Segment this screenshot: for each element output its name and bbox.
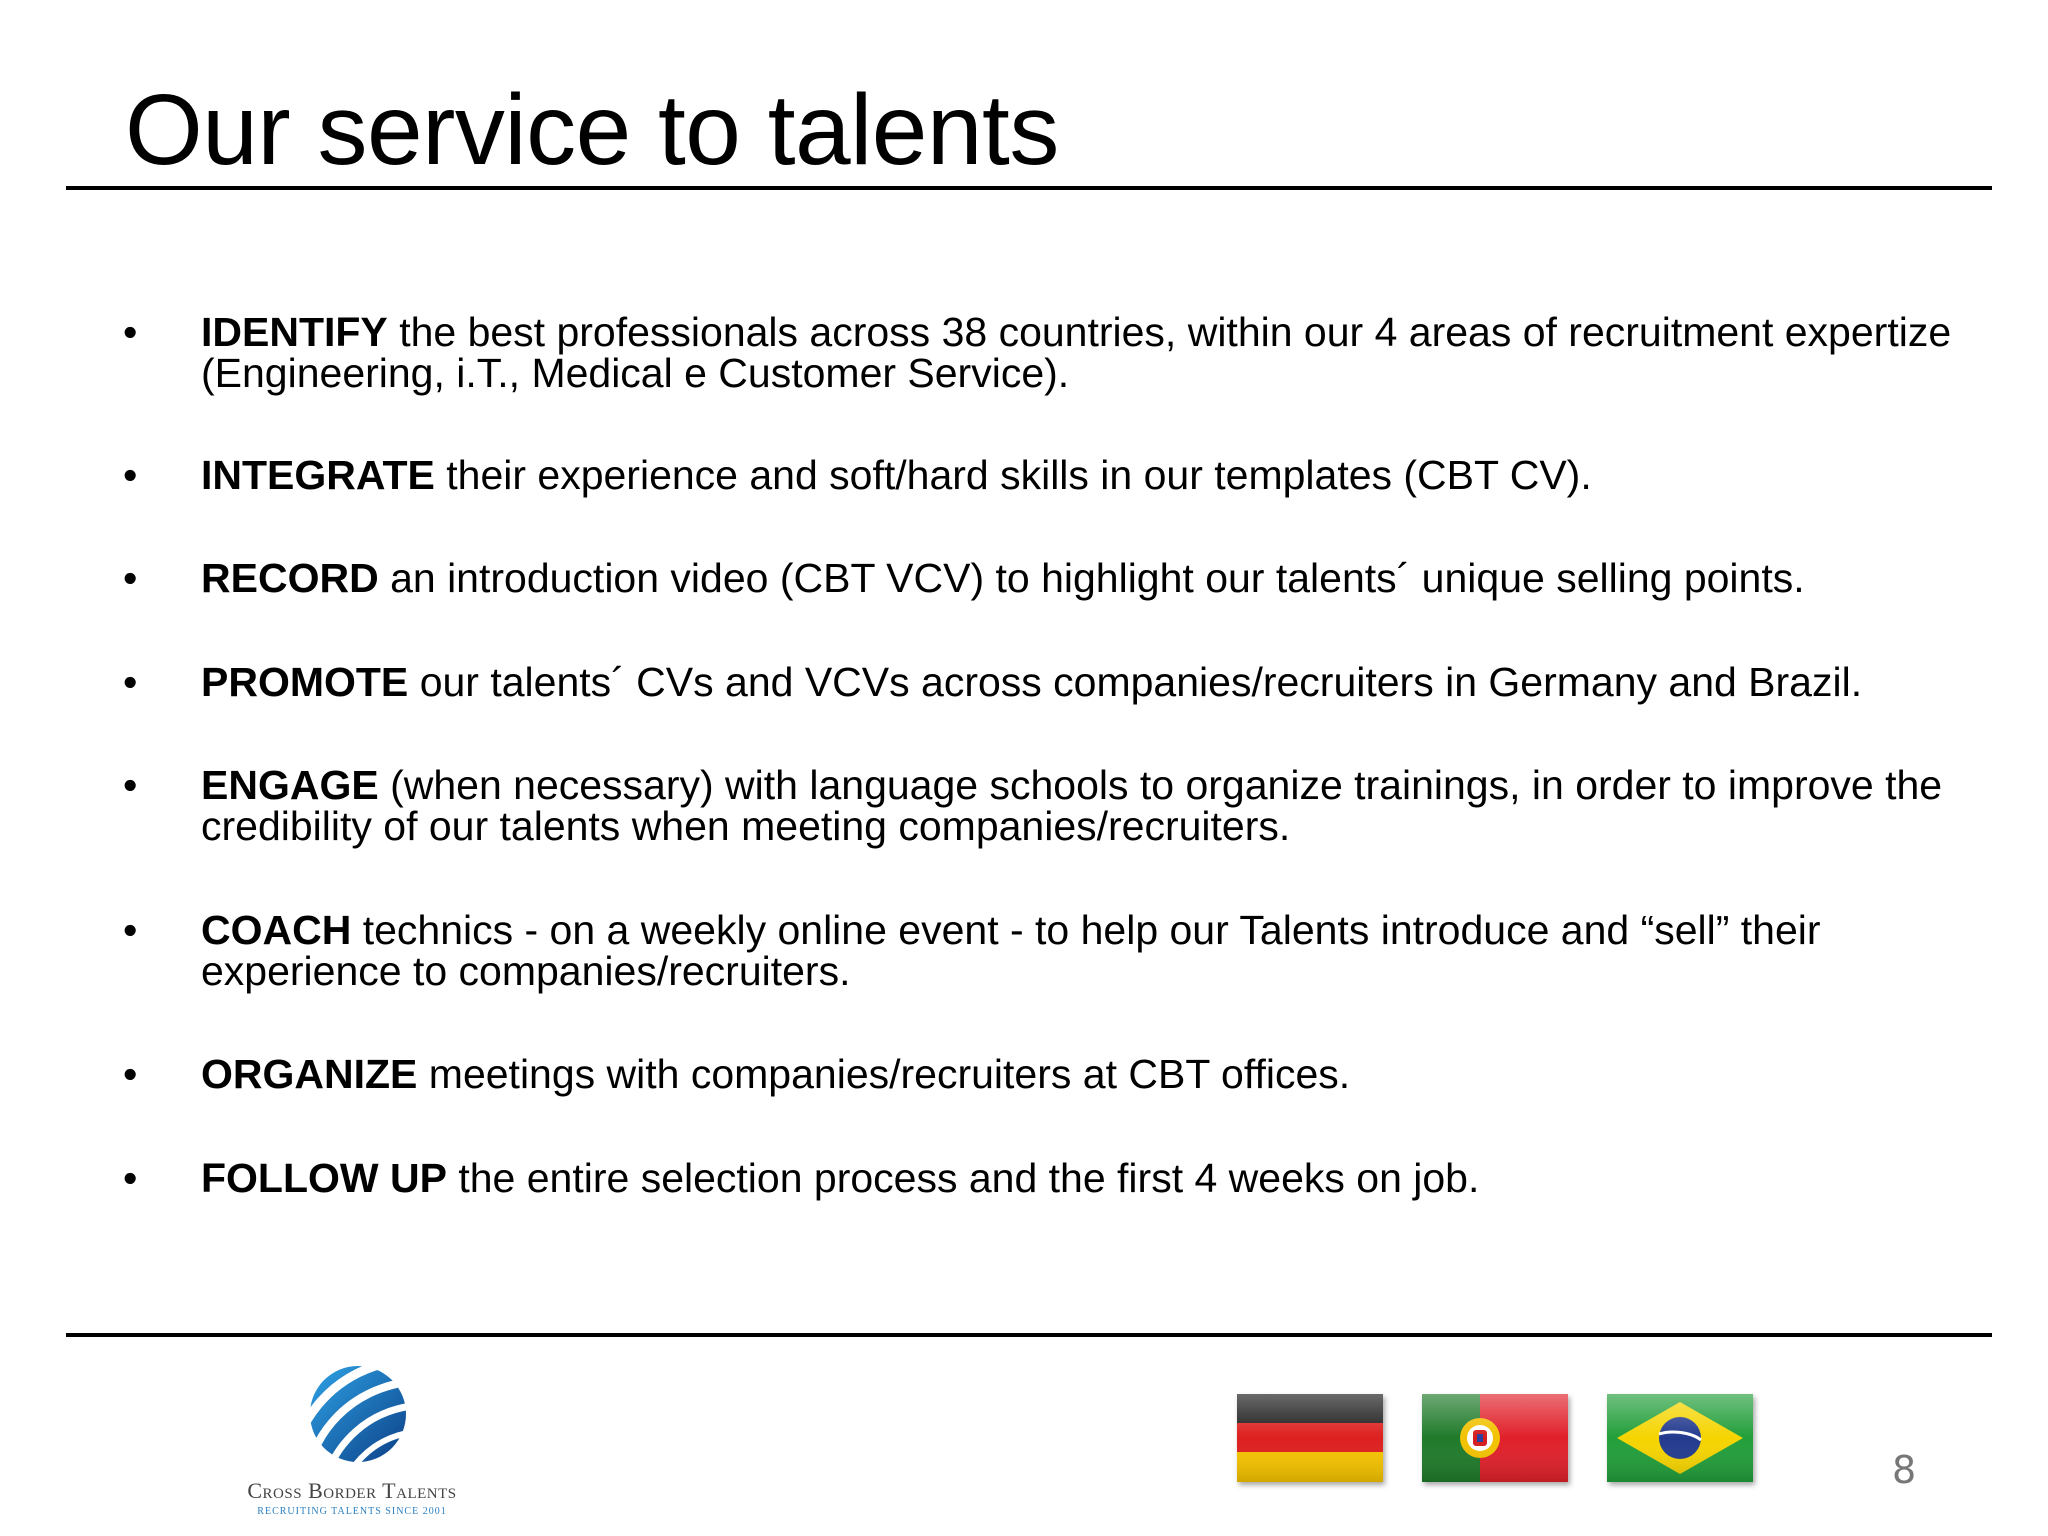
bullet-symbol: • [123,762,138,808]
bullet-symbol: • [123,309,138,355]
footer-divider [66,1333,1992,1337]
bullet-body: the best professionals across 38 countries, within our 4 areas of recruitment expertize (Engineering, i.T., Medical e Customer Service). [201,309,1952,396]
bullet-symbol: • [123,1051,138,1097]
bullet-body: their experience and soft/hard skills in our templates (CBT CV). [434,452,1592,498]
bullet-symbol: • [123,452,138,498]
bullet-text [201,907,1981,994]
bullet-text [201,555,1981,601]
bullet-symbol: • [123,907,138,953]
title-divider [66,186,1992,190]
bullet-text [201,1155,1981,1201]
bullet-keyword: IDENTIFY [201,309,388,355]
bullet-text [201,452,1981,498]
portugal-flag-icon [1422,1394,1568,1482]
page-number: 8 [1892,1448,1917,1492]
bullet-keyword: PROMOTE [201,659,409,705]
logo-tagline: RECRUITING TALENTS SINCE 2001 [257,1506,447,1517]
bullet-keyword: ORGANIZE [201,1051,418,1097]
slide-title: Our service to talents [125,74,1059,186]
bullet-text [201,1051,1981,1097]
bullet-body: meetings with companies/recruiters at CBT offices. [417,1051,1351,1097]
bullet-text [201,762,1981,849]
bullet-body: (when necessary) with language schools to organize trainings, in order to improve the credibility of our talents when meeting companies/recruiters. [201,762,1943,849]
bullet-symbol: • [123,1155,138,1201]
bullet-text [201,309,1981,396]
bullet-body: an introduction video (CBT VCV) to highlight our talents´ unique selling points. [378,555,1805,601]
bullet-body: our talents´ CVs and VCVs across companies/recruiters in Germany and Brazil. [408,659,1863,705]
company-logo [222,1356,482,1518]
bullet-body: the entire selection process and the first 4 weeks on job. [446,1155,1480,1201]
bullet-text [201,659,1981,705]
brazil-flag-icon [1607,1394,1753,1482]
germany-flag-icon [1237,1394,1383,1482]
bullet-keyword: ENGAGE [201,762,379,808]
globe-swoosh-icon [286,1356,416,1474]
logo-name: Cross Border Talents [247,1478,457,1503]
bullet-body: technics - on a weekly online event - to help our Talents introduce and “sell” their experience to companies/recruiters. [201,907,1821,994]
bullet-symbol: • [123,555,138,601]
bullet-keyword: COACH [201,907,352,953]
bullet-keyword: RECORD [201,555,379,601]
bullet-symbol: • [123,659,138,705]
bullet-keyword: INTEGRATE [201,452,435,498]
bullet-keyword: FOLLOW UP [201,1155,447,1201]
